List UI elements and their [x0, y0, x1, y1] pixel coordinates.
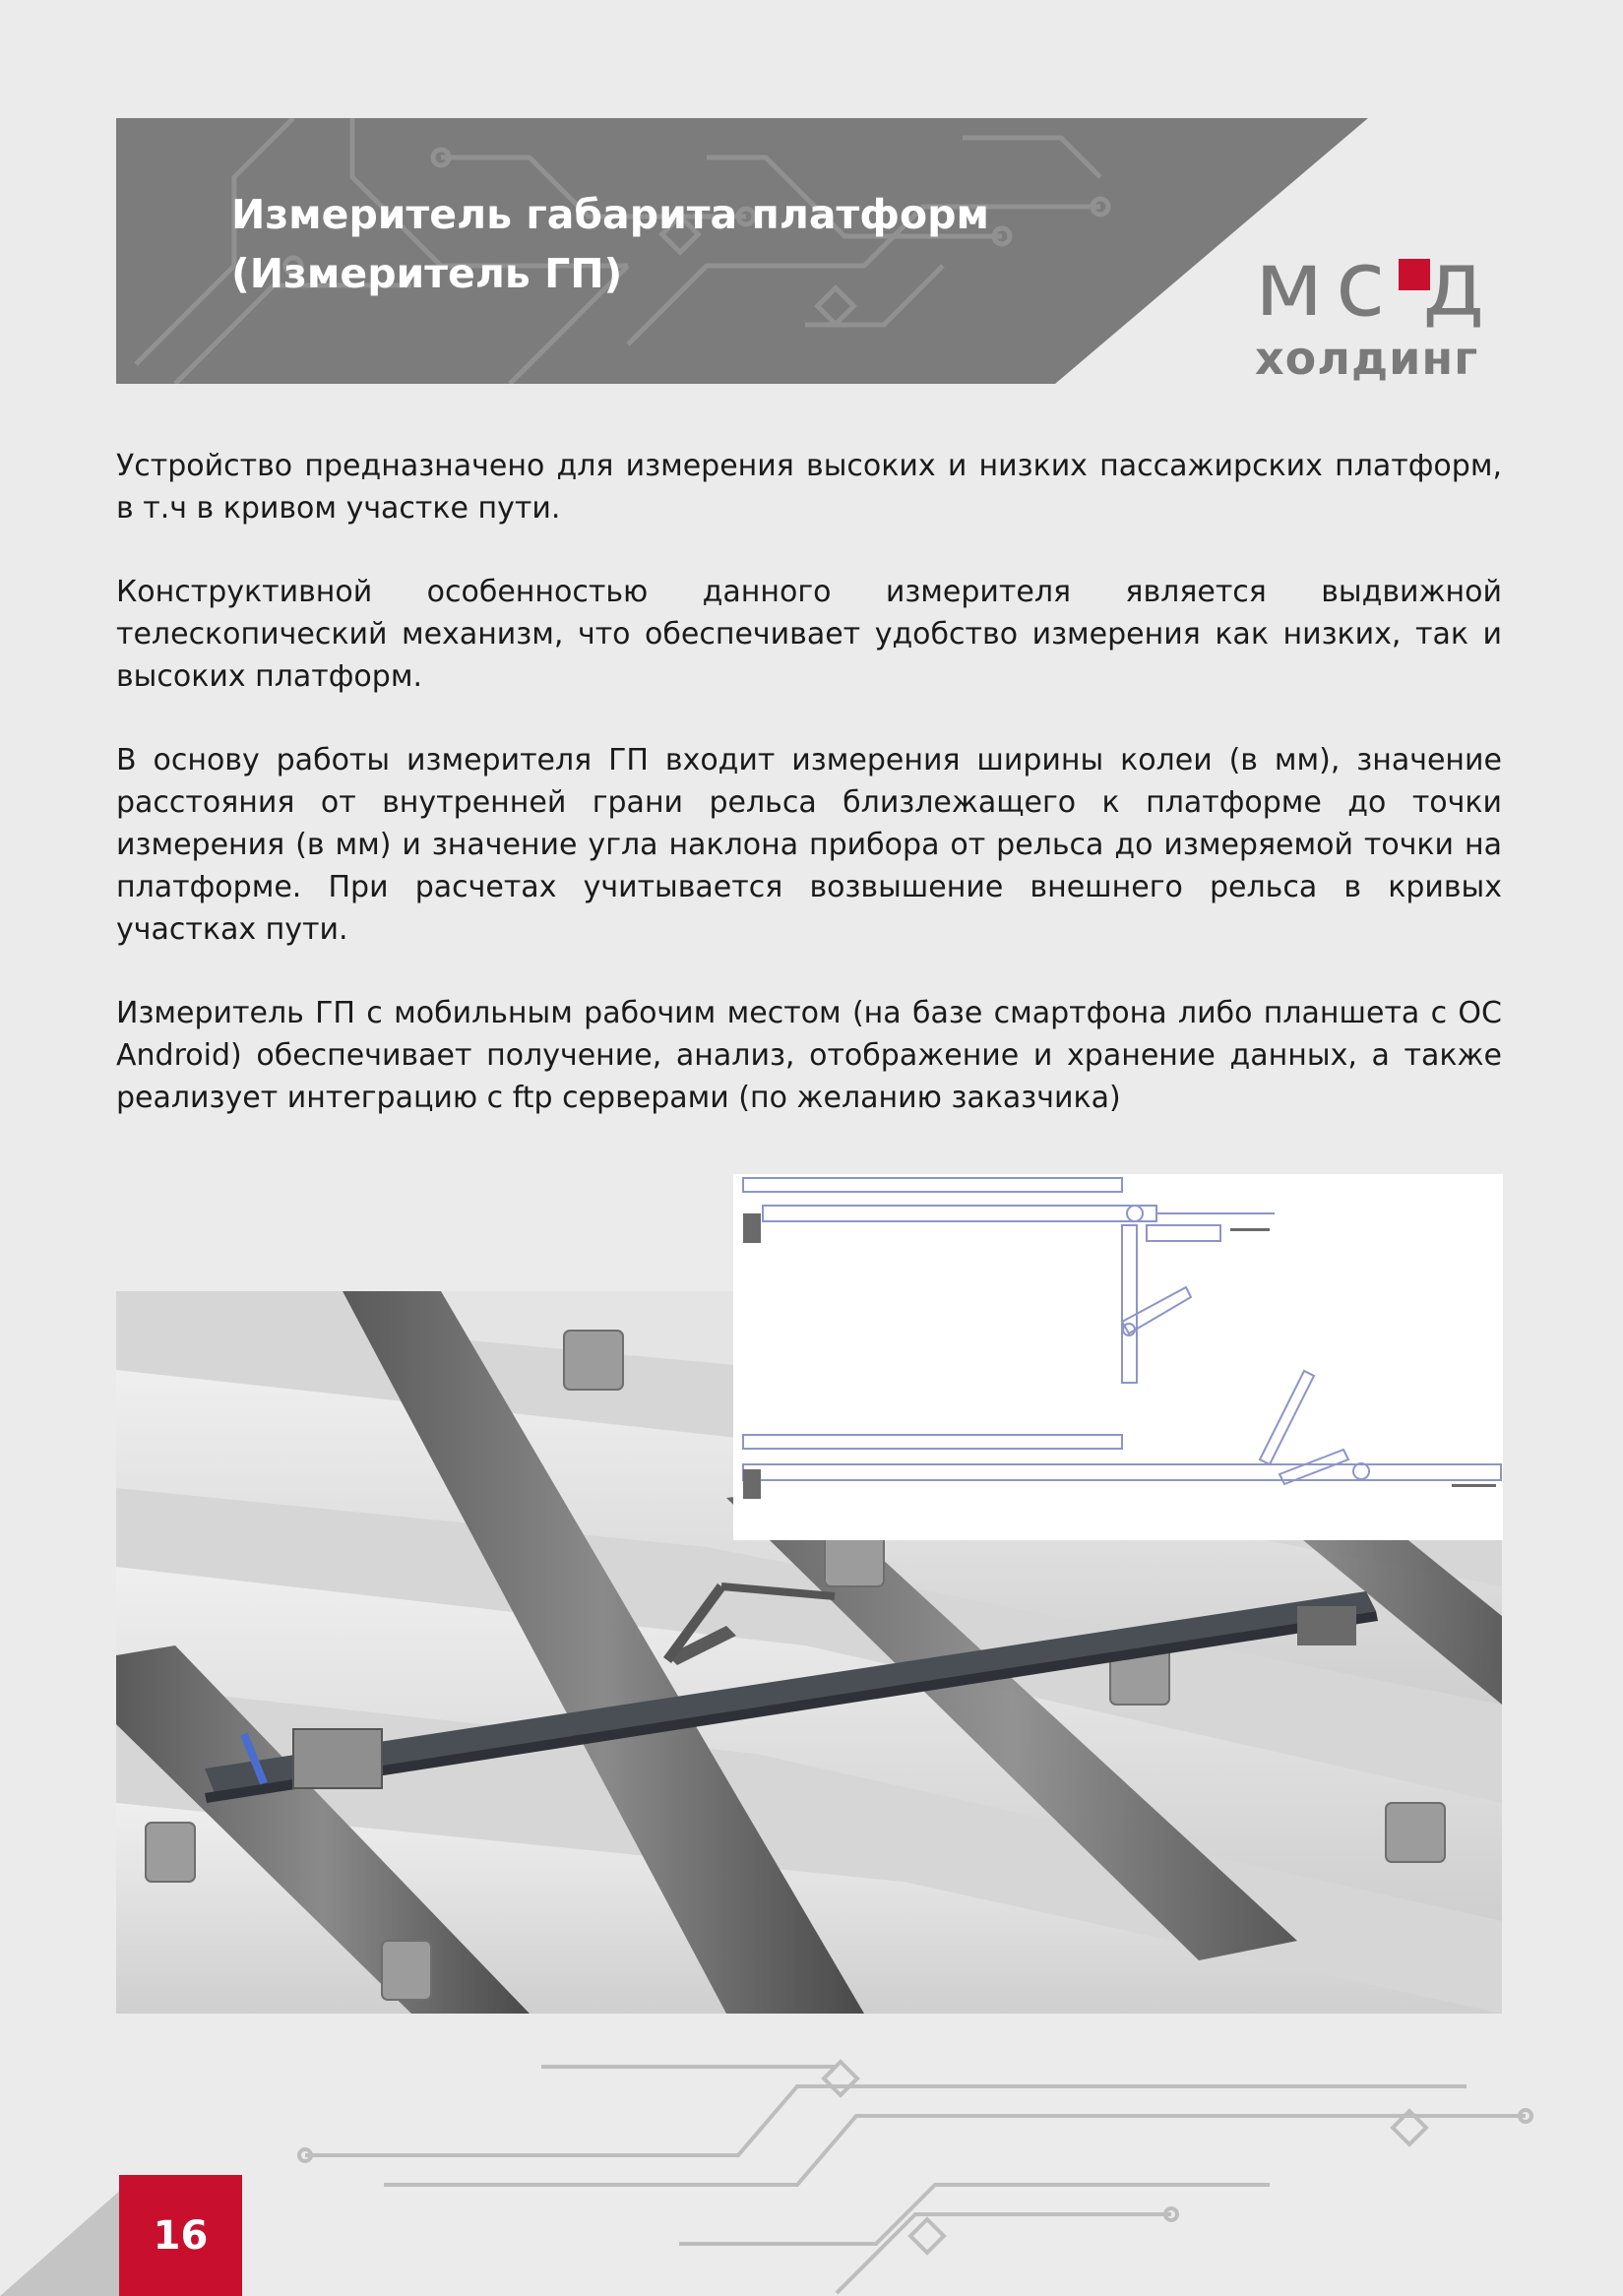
description-text	[116, 445, 1502, 1160]
paragraph-2: Конструктивной особенностью данного измерителя является выдвижной телескопический механизм, что обеспечивает удобство измерения как низких, так и высоких платформ.	[116, 575, 1502, 694]
paragraph-4: Измеритель ГП с мобильным рабочим местом (на базе смартфона либо планшета с ОС Android) обеспечивает получение, анализ, отображение и хранение данных, а также реализует интеграцию с ftp серверами (по желанию заказчика)	[116, 996, 1502, 1115]
company-logo	[1255, 231, 1511, 389]
page-title	[231, 185, 989, 303]
logo-letter-c: с	[1336, 231, 1386, 337]
title-line-1: Измеритель габарита платформ	[231, 191, 989, 238]
footer-circuit-icon	[285, 2047, 1545, 2296]
schematic-drawing	[733, 1174, 1503, 1540]
paragraph-1: Устройство предназначено для измерения высоких и низких пассажирских платформ, в т.ч в кривом участке пути.	[116, 449, 1502, 526]
paragraph-3: В основу работы измерителя ГП входит измерения ширины колеи (в мм), значение расстояния от внутренней грани рельса близлежащего к платформе до точки измерения (в мм) и значение угла наклона прибора от рельса до измеряемой точки на платформе. При расчетах учитывается возвышение внешнего рельса в кривых участках пути.	[116, 743, 1502, 947]
page-corner-triangle	[0, 2175, 138, 2296]
page-number-badge	[119, 2175, 242, 2296]
title-line-2: (Измеритель ГП)	[231, 250, 623, 297]
page-number: 16	[153, 2212, 209, 2259]
logo-subtitle: холдинг	[1255, 332, 1479, 385]
logo-letter-m: м	[1255, 231, 1324, 337]
technical-drawing-inset	[733, 1174, 1503, 1540]
logo-letter-d: д	[1422, 231, 1485, 337]
